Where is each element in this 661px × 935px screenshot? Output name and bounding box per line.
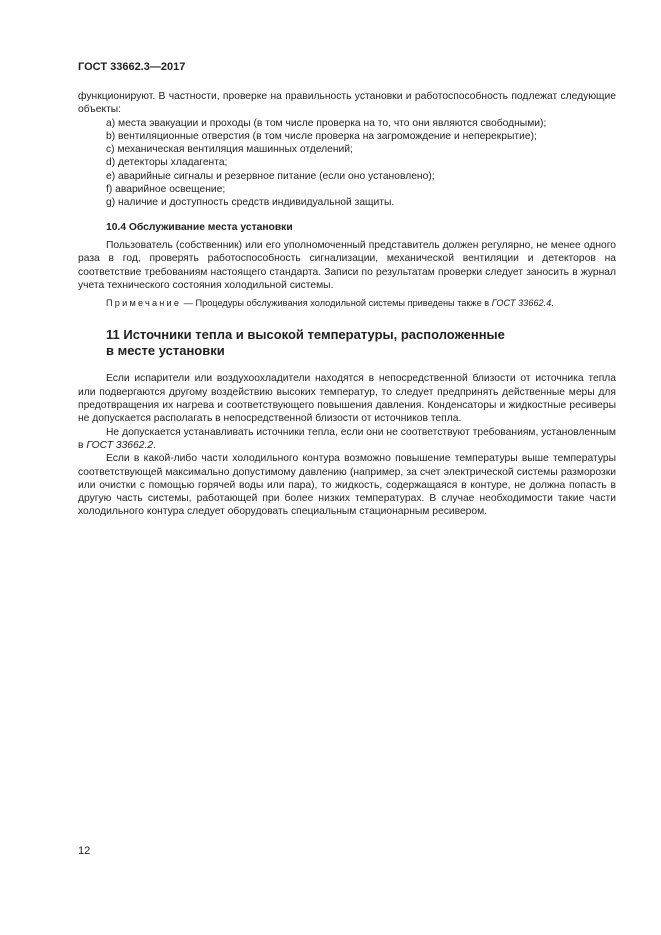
section-heading-line1: 11 Источники тепла и высокой температуры, расположенные [106,327,505,343]
paragraph-2 [78,426,616,453]
page-header: ГОСТ 33662.3—2017 [78,61,186,73]
maintenance-paragraph: Пользователь (собственник) или его уполномоченный представитель должен регулярно, не менее одного раза в год, проверять работоспособность сигнализации, механической вентиляции и детекторов на соответствие требованиям настоящего стандарта. Записи по результатам проверки следует заносить в журнал учета технического состояния холодильной системы. [78,239,616,291]
list-item: d) детекторы хладагента; [106,157,228,169]
list-item: g) наличие и доступность средств индивидуальной защиты. [106,197,395,209]
paragraph-2-text: Не допускается устанавливать источники тепла, если они не соответствуют требованиям, установленным в [78,426,616,451]
note-end: . [551,298,554,309]
list-item: f) аварийное освещение; [106,184,226,196]
paragraph-1: Если испарители или воздухоохладители находятся в непосредственной близости от источника тепла или подвергаются другому воздействию высоких температур, то следует предпринять действенные меры для предотвращения их нагрева и соответствующего повышения давления. Конденсаторы и жидкостные ресиверы не допускается располагать в непосредственной близости от источников тепла. [78,373,616,425]
paragraph-3: Если в какой-либо части холодильного контура возможно повышение температуры выше температуры соответствующей максимально допустимому давлению (например, за счет электрической системы разморозки или очистки с помощью горячей воды или пара), то жидкость, содержащаяся в контуре, не должна попасть в другую часть системы, работающей при более низких температурах. В случае необходимости такие части холодильного контура следует оборудовать специальным стационарным ресивером. [78,453,616,518]
intro-paragraph: функционируют. В частности, проверке на правильность установки и работоспособность подлежат следующие объекты: [78,91,616,116]
list-item: b) вентиляционные отверстия (в том числе проверка на загромождение и неперекрытие); [106,130,537,142]
note-text: — Процедуры обслуживания холодильной системы приведены также в [181,298,492,309]
page-number: 12 [78,845,91,857]
list-item: a) места эвакуации и проходы (в том числе проверка на то, что они являются свободными); [106,117,547,129]
note [78,297,616,310]
list-item: e) аварийные сигналы и резервное питание (если оно установлено); [106,170,435,182]
section-heading [78,327,616,359]
objects-list [78,117,616,210]
paragraph-2-end: . [153,439,156,451]
page-content [78,90,616,519]
note-reference: ГОСТ 33662.4 [491,298,552,309]
section-heading-line2: в месте установки [106,343,225,359]
list-item: c) механическая вентиляция машинных отделений; [106,144,353,156]
subsection-heading: 10.4 Обслуживание места установки [106,221,293,233]
note-label: Примечание [106,298,182,309]
paragraph-2-reference: ГОСТ 33662.2 [86,439,154,451]
